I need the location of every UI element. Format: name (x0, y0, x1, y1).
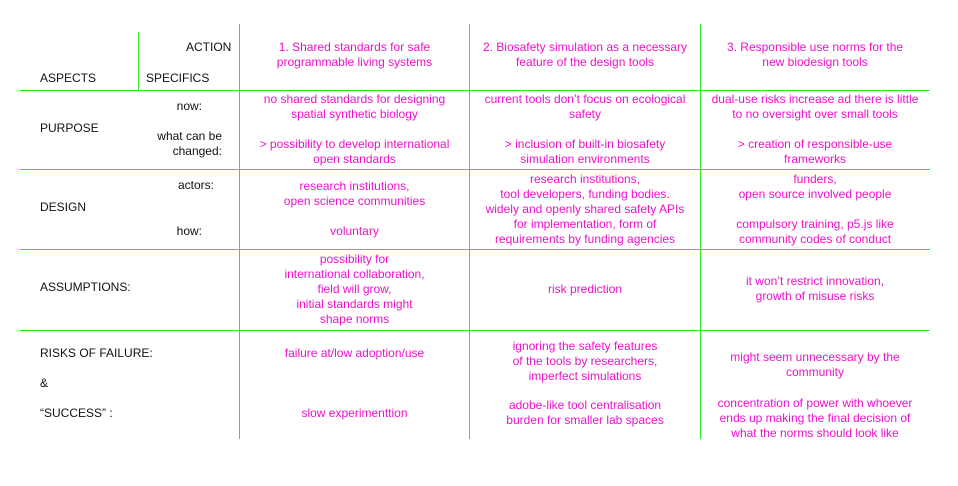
assumptions-action-2: risk prediction (547, 282, 623, 296)
action-2-title: 2. Biosafety simulation as a necessary feature of the design tools (482, 40, 688, 69)
change-label: what can be changed: (157, 129, 222, 158)
ampersand-label: & (40, 376, 49, 390)
row-divider-purpose (20, 169, 930, 170)
assumptions-action-3: it won’t restrict innovation, growth of misuse risks (745, 274, 885, 303)
action-1-title: 1. Shared standards for safe programmable living systems (276, 40, 433, 69)
risks-of-failure-label: RISKS OF FAILURE: (40, 346, 153, 360)
failure-action-3: might seem unnecessary by the community (730, 350, 900, 379)
success-action-1: slow experimenttion (301, 406, 408, 420)
purpose-change-action-2: > inclusion of built-in biosafety simulation environments (504, 137, 666, 166)
design-actors-action-1: research institutions, open science communities (283, 179, 426, 208)
row-divider-design (20, 249, 930, 250)
success-label: “SUCCESS” : (40, 406, 113, 420)
design-how-action-3: compulsory training, p5.js like community codes of conduct (736, 217, 894, 246)
how-label: how: (176, 224, 202, 238)
design-how-action-1: voluntary (330, 224, 379, 238)
action-3-title: 3. Responsible use norms for the new biodesign tools (726, 40, 904, 69)
failure-action-2: ignoring the safety features of the tools by researchers, imperfect simulations (512, 339, 658, 383)
purpose-now-action-3: dual-use risks increase ad there is little to no oversight over small tools (711, 92, 919, 121)
purpose-change-action-3: > creation of responsible-use frameworks (737, 137, 893, 166)
assumptions-label: ASSUMPTIONS: (40, 280, 131, 294)
action-header: ACTION (186, 40, 232, 54)
design-action-2: research institutions, tool developers, funding bodies. widely and openly shared safety APIs for implementation, form of requirements by funding agencies (485, 172, 685, 246)
row-divider-header (20, 90, 930, 91)
now-label: now: (176, 99, 202, 113)
purpose-now-action-1: no shared standards for designing spatial synthetic biology (263, 92, 446, 121)
assumptions-action-1: possibility for international collaboration, field will grow, initial standards might shape norms (284, 252, 425, 326)
purpose-label: PURPOSE (40, 121, 99, 135)
design-label: DESIGN (40, 200, 87, 214)
aspects-header: ASPECTS (40, 71, 97, 85)
failure-action-1: failure at/low adoption/use (284, 346, 425, 360)
success-action-2: adobe-like tool centralisation burden for smaller lab spaces (506, 398, 664, 427)
purpose-change-action-1: > possibility to develop international open standards (259, 137, 450, 166)
purpose-now-action-2: current tools don’t focus on ecological safety (484, 92, 686, 121)
actors-label: actors: (177, 178, 214, 192)
column-divider-specifics (138, 32, 139, 90)
design-actors-action-3: funders, open source involved people (738, 172, 892, 201)
success-action-3: concentration of power with whoever ends up making the final decision of what the norms should look like (717, 396, 913, 440)
specifics-header: SPECIFICS (146, 71, 210, 85)
row-divider-assumptions (20, 330, 930, 331)
